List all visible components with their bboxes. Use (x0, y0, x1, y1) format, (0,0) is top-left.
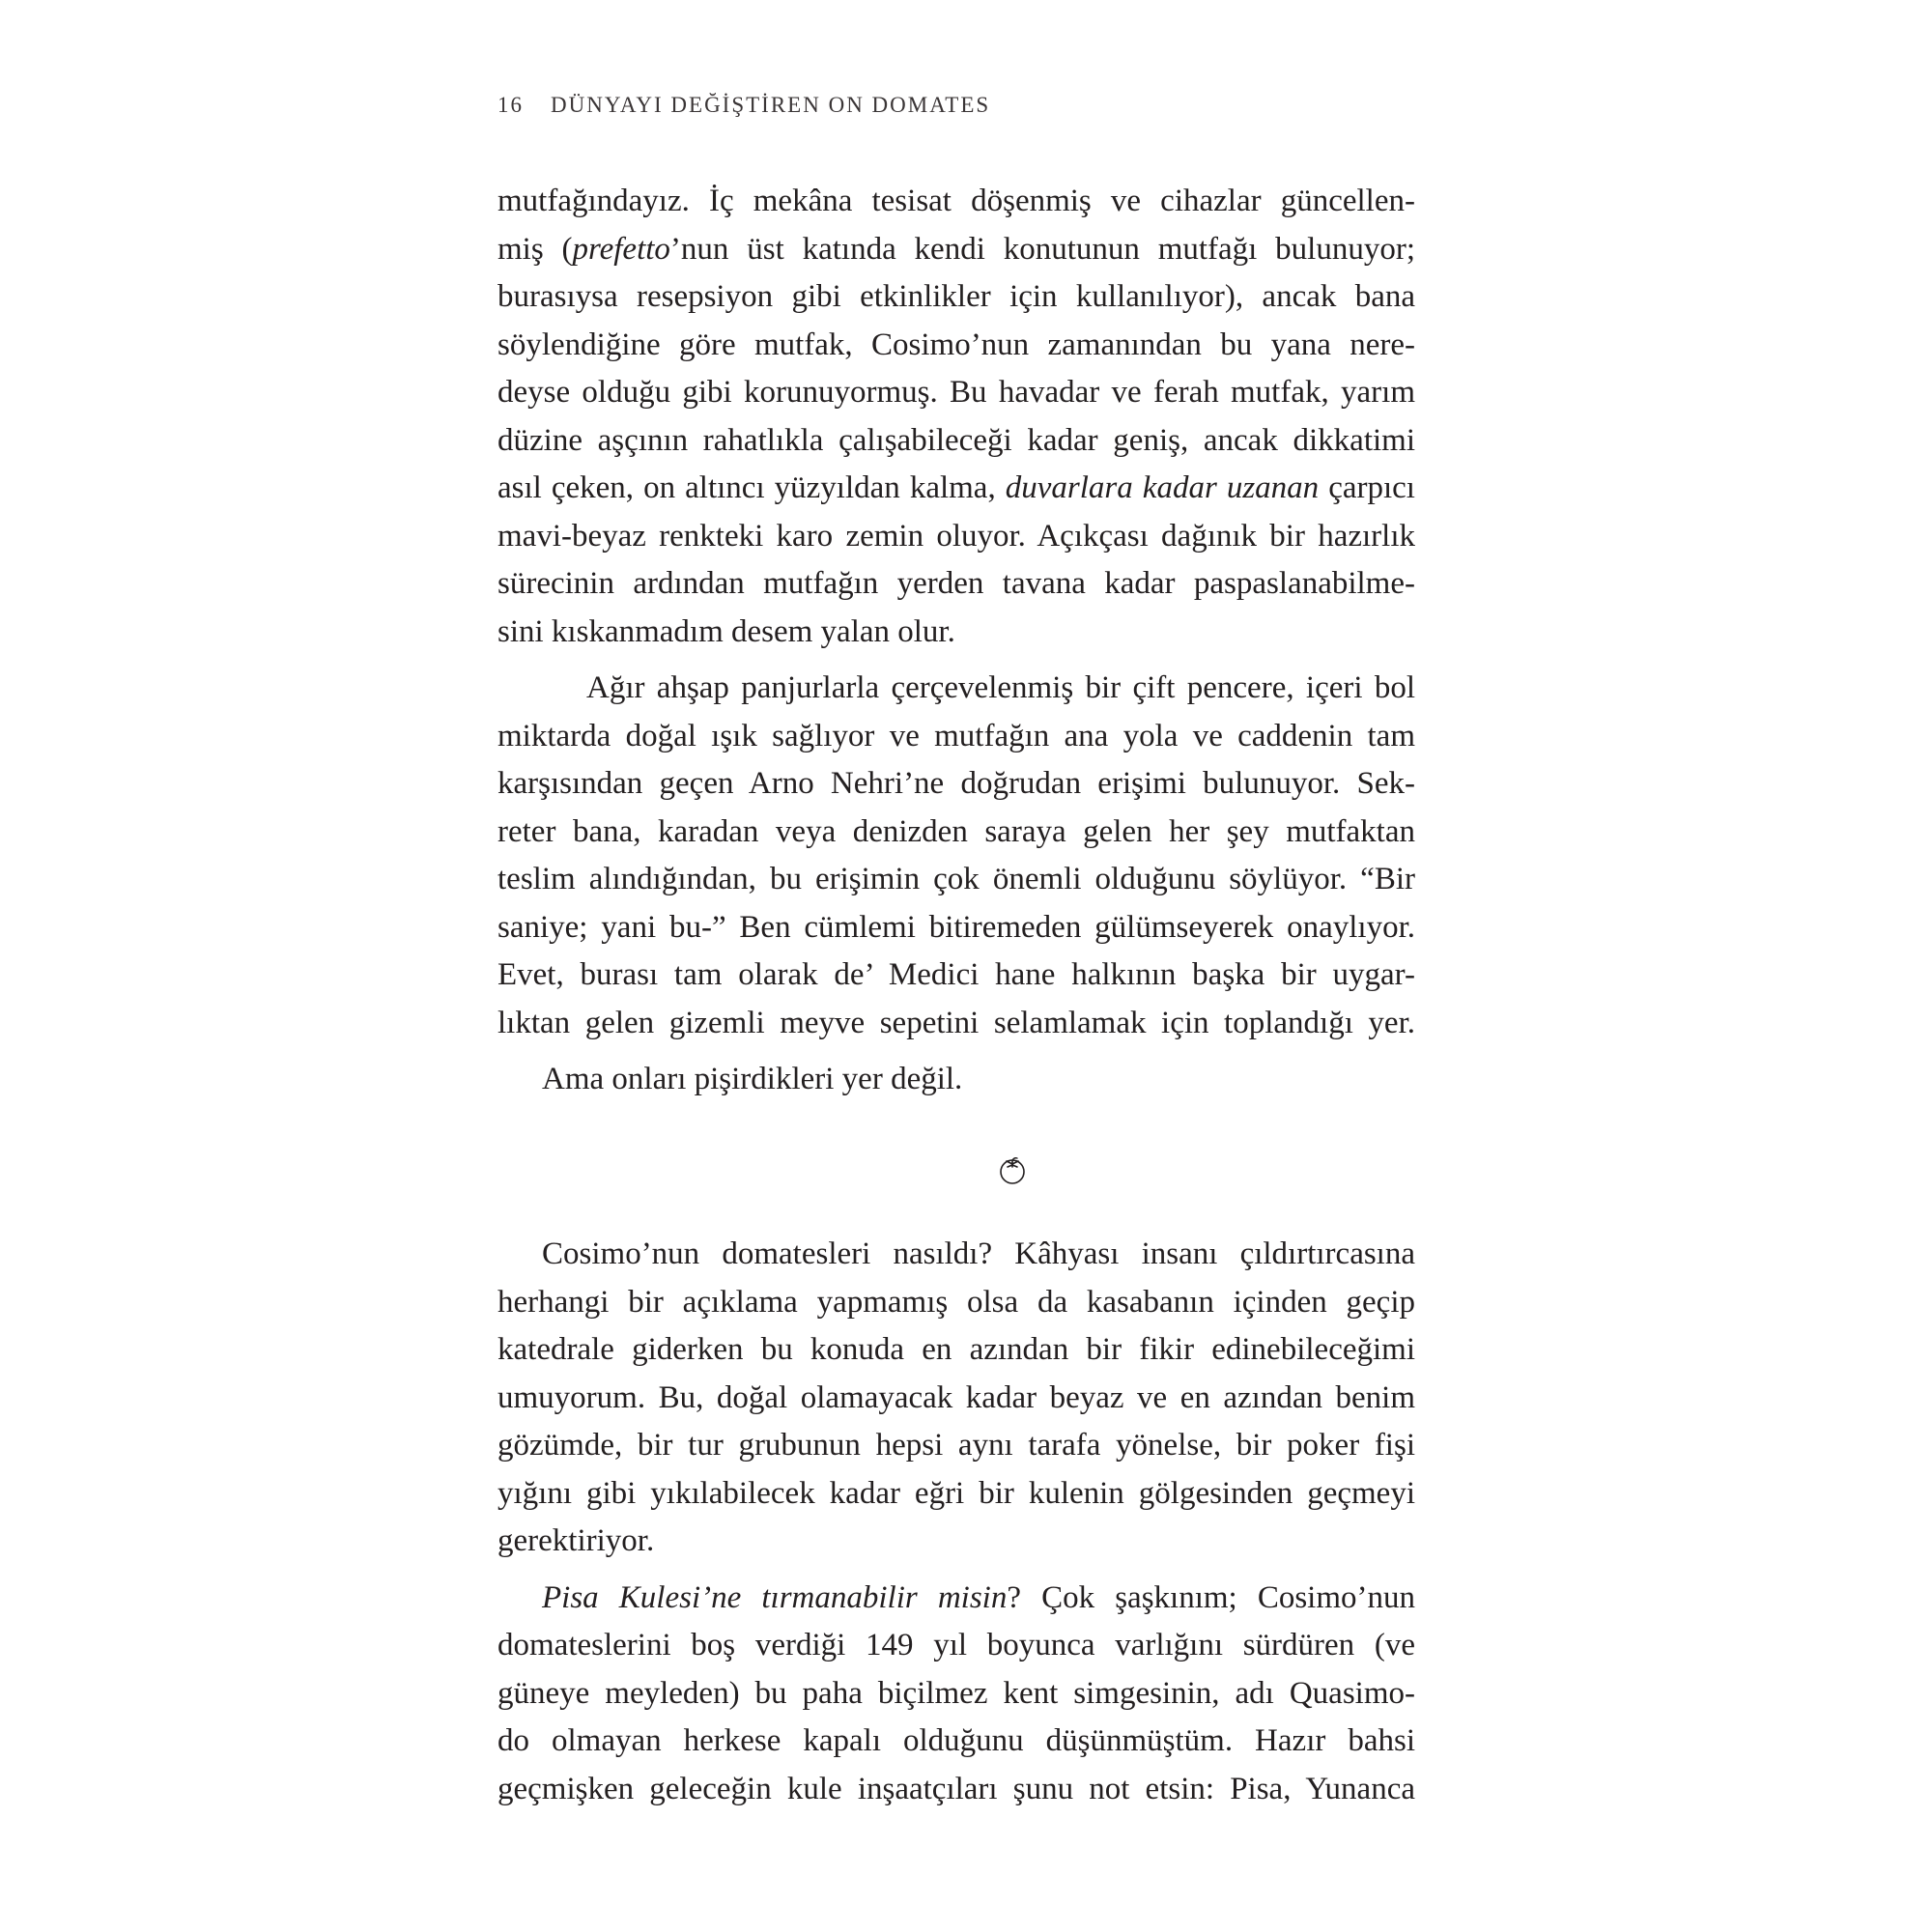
text-line: mutfağındayız. İç mekâna tesisat döşenmiş ve cihazlar güncellen- (497, 184, 1415, 218)
text-line: herhangi bir açıklama yapmamış olsa da kasabanın içinden geçip (497, 1284, 1415, 1320)
text-line: güneye meyleden) bu paha biçilmez kent simgesinin, adı Quasimo- (497, 1675, 1415, 1711)
text-line: deyse olduğu gibi korunuyormuş. Bu havadar ve ferah mutfak, yarım (497, 375, 1415, 410)
text-line: Cosimo’nun domatesleri nasıldı? Kâhyası insanı çıldırtırcasına (542, 1236, 1415, 1271)
section-2 (497, 1231, 1415, 1813)
text-line: burasıysa resepsiyon gibi etkinlikler için kullanılıyor), ancak bana (497, 279, 1415, 314)
text-line: asıl çeken, on altıncı yüzyıldan kalma, duvarlara kadar uzanan çarpıcı (497, 470, 1415, 505)
text-line: Ama onları pişirdikleri yer değil. (542, 1062, 963, 1096)
text-line: miktarda doğal ışık sağlıyor ve mutfağın ana yola ve caddenin tam (497, 718, 1415, 753)
text-line: mavi-beyaz renkteki karo zemin oluyor. Açıkçası dağınık bir hazırlık (497, 518, 1415, 554)
text-line: yığını gibi yıkılabilecek kadar eğri bir kulenin gölgesinden geçmeyi (497, 1475, 1415, 1511)
text-line: katedrale giderken bu konuda en azından bir fikir edinebileceğimi (497, 1332, 1415, 1367)
italic-term: prefetto (572, 231, 670, 267)
text-line: düzine aşçının rahatlıkla çalışabileceği kadar geniş, ancak dikkatimi (497, 422, 1415, 458)
text-line: gerektiriyor. (497, 1523, 655, 1558)
text-line: gözümde, bir tur grubunun hepsi aynı tarafa yönelse, bir poker fişi (497, 1428, 1415, 1463)
text-line: Evet, burası tam olarak de’ Medici hane halkının başka bir uygar- (497, 957, 1415, 992)
book-title: DÜNYAYI DEĞİŞTİREN ON DOMATES (551, 93, 991, 117)
text-line: Ağır ahşap panjurlarla çerçevelenmiş bir çift pencere, içeri bol (586, 670, 1415, 705)
paragraph-1 (497, 178, 1415, 656)
tomato-ornament-icon (997, 1155, 1028, 1186)
text-line: sürecinin ardından mutfağın yerden tavana kadar paspaslanabilme- (497, 566, 1415, 601)
text-line: Pisa Kulesi’ne tırmanabilir misin? Çok şaşkınım; Cosimo’nun (542, 1579, 1416, 1615)
text-line: karşısından geçen Arno Nehri’ne doğrudan erişimi bulunuyor. Sek- (497, 766, 1415, 801)
text-line: domateslerini boş verdiği 149 yıl boyunca varlığını sürdüren (ve (497, 1628, 1415, 1662)
text-line: sini kıskanmadım desem yalan olur. (497, 613, 955, 649)
paragraph-4 (497, 1231, 1415, 1566)
paragraph-5 (497, 1575, 1415, 1814)
page-number: 16 (497, 93, 524, 117)
text-line: umuyorum. Bu, doğal olamayacak kadar beyaz ve en azından benim (497, 1379, 1415, 1415)
paragraph-3 (497, 1056, 1415, 1104)
text-line: do olmayan herkese kapalı olduğunu düşünmüştüm. Hazır bahsi (497, 1723, 1415, 1758)
text-line: reter bana, karadan veya denizden saraya gelen her şey mutfaktan (497, 813, 1415, 849)
italic-phrase: duvarlara kadar uzanan (1005, 470, 1320, 505)
running-head (497, 93, 990, 118)
text-line: saniye; yani bu-” Ben cümlemi bitiremeden gülümseyerek onaylıyor. (497, 909, 1415, 945)
section-1 (497, 178, 1415, 1104)
text-line: söylendiğine göre mutfak, Cosimo’nun zamanından bu yana nere- (497, 327, 1415, 362)
paragraph-2 (497, 665, 1415, 1047)
text-line: lıktan gelen gizemli meyve sepetini selamlamak için toplandığı yer. (497, 1005, 1415, 1040)
text-line: miş (prefetto’nun üst katında kendi konutunun mutfağı bulunuyor; (497, 231, 1415, 267)
italic-question: Pisa Kulesi’ne tırmanabilir misin (542, 1579, 1008, 1615)
text-line: geçmişken geleceğin kule inşaatçıları şunu not etsin: Pisa, Yunanca (497, 1771, 1415, 1806)
text-line: teslim alındığından, bu erişimin çok önemli olduğunu söylüyor. “Bir (497, 862, 1415, 896)
